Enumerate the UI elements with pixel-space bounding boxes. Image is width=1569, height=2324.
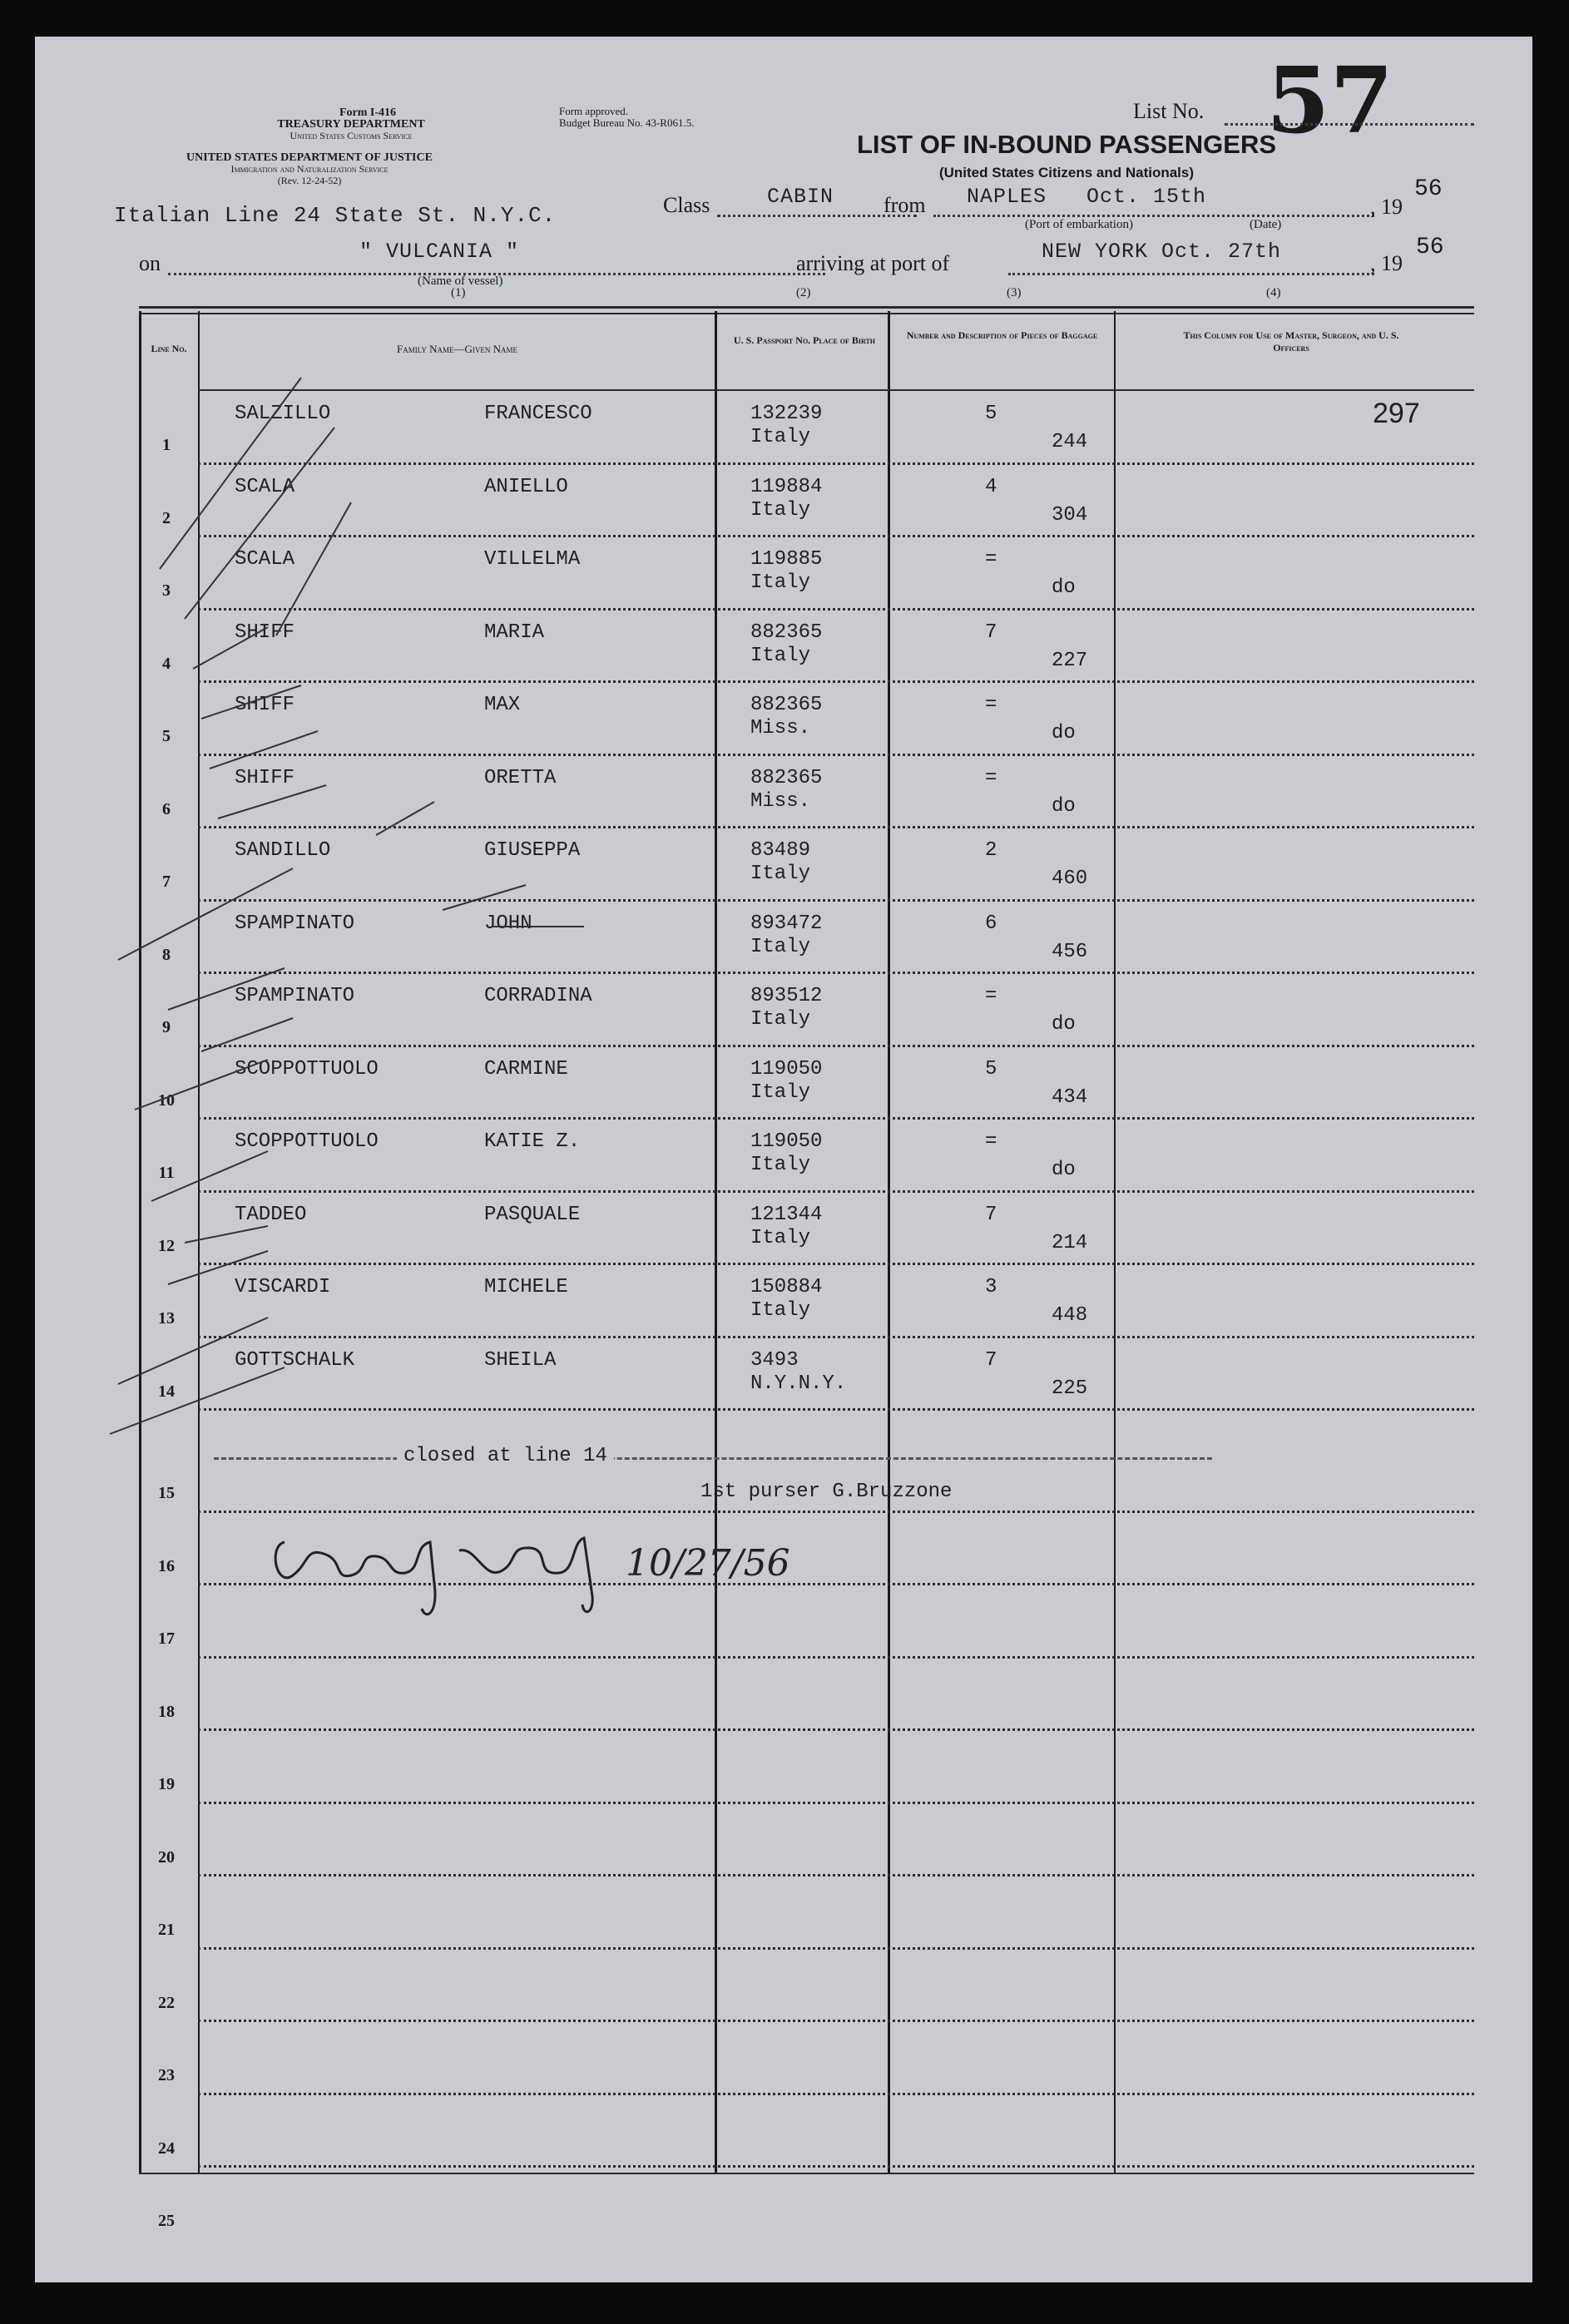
line-number: 12 (158, 1236, 175, 1255)
given-name: MARIA (484, 621, 545, 644)
given-name: SHEILA (484, 1348, 557, 1372)
family-name: SCALA (235, 475, 295, 498)
passport-number: 893472 (750, 912, 823, 935)
form-page (35, 37, 1532, 2282)
family-name: SCOPPOTTUOLO (235, 1130, 379, 1153)
treasury-dept: TREASURY DEPARTMENT (277, 118, 425, 131)
arrival-value: NEW YORK Oct. 27th (1042, 240, 1282, 264)
port-embark-caption: (Port of embarkation) (1025, 218, 1133, 231)
line-number: 3 (162, 581, 171, 600)
col3-number: (3) (1007, 286, 1022, 299)
passport-number: 121344 (750, 1203, 823, 1226)
birthplace: Italy (750, 1080, 811, 1104)
list-no-label: List No. (1133, 99, 1205, 123)
col-divider-passport (888, 311, 890, 2174)
birthplace: Italy (750, 571, 811, 594)
passport-number: 83489 (750, 839, 811, 862)
from-line (933, 215, 1374, 217)
line-number: 18 (158, 1702, 175, 1721)
baggage-number: 225 (1052, 1377, 1088, 1400)
table-bottom-border (139, 2173, 1474, 2174)
line-number: 17 (158, 1629, 175, 1648)
given-name: ORETTA (484, 766, 557, 789)
table-top-border-2 (139, 313, 1474, 314)
line-number: 15 (158, 1484, 175, 1502)
baggage-pieces: 2 (985, 839, 997, 862)
signature (235, 1496, 883, 1621)
baggage-pieces: 3 (985, 1276, 997, 1298)
family-name: GOTTSCHALK (235, 1348, 355, 1372)
line-number: 9 (162, 1018, 171, 1036)
baggage-pieces: 7 (985, 621, 997, 644)
birthplace: Italy (750, 644, 811, 667)
header-passport: U. S. Passport No. Place of Birth (733, 334, 875, 346)
passport-number: 3493 (750, 1348, 799, 1372)
arriving-label: arriving at port of (796, 251, 950, 275)
family-name: SHIFF (235, 766, 295, 789)
baggage-number: 227 (1052, 649, 1088, 672)
family-name: SANDILLO (235, 839, 331, 862)
page-subtitle: (United States Citizens and Nationals) (938, 165, 1195, 180)
baggage-number: 456 (1052, 940, 1088, 963)
baggage-pieces: = (985, 1130, 997, 1153)
family-name: SCOPPOTTUOLO (235, 1057, 379, 1080)
passport-number: 119050 (750, 1130, 823, 1153)
col4-number: (4) (1266, 286, 1281, 299)
passport-number: 119050 (750, 1057, 823, 1080)
passport-number: 119885 (750, 548, 823, 571)
date-caption: (Date) (1250, 218, 1282, 231)
on-label: on (139, 251, 161, 275)
baggage-pieces: 6 (985, 912, 997, 935)
col-divider-name (715, 311, 717, 2174)
vessel-caption: (Name of vessel) (418, 274, 503, 288)
passport-number: 132239 (750, 403, 823, 425)
baggage-pieces: 5 (985, 1057, 997, 1080)
baggage-pieces: = (985, 985, 997, 1007)
line-number: 25 (158, 2212, 175, 2230)
row-rule (198, 1728, 1474, 1731)
given-name: CARMINE (484, 1057, 568, 1080)
baggage-number: 434 (1052, 1085, 1088, 1109)
family-name: VISCARDI (235, 1276, 331, 1298)
class-value: CABIN (767, 185, 834, 209)
col-divider-baggage (1114, 311, 1116, 2174)
line-number: 23 (158, 2066, 175, 2084)
family-name: SPAMPINATO (235, 985, 355, 1007)
row-rule (198, 1947, 1474, 1950)
line-number: 5 (162, 727, 171, 745)
row-rule (198, 1583, 1474, 1585)
birthplace: Italy (750, 426, 811, 448)
tally-marks (101, 319, 700, 1484)
passport-number: 882365 (750, 766, 823, 789)
row-rule (198, 1802, 1474, 1804)
given-name: MAX (484, 694, 521, 716)
officer-note: 297 (1373, 398, 1420, 429)
passport-number: 893512 (750, 985, 823, 1007)
row-rule (198, 1656, 1474, 1659)
line-number: 21 (158, 1921, 175, 1939)
family-name: SHIFF (235, 694, 295, 716)
row-rule (198, 2093, 1474, 2095)
baggage-pieces: 4 (985, 475, 997, 498)
given-name: VILLELMA (484, 548, 581, 571)
from-value: NAPLES Oct. 15th (967, 185, 1207, 209)
baggage-pieces: = (985, 694, 997, 716)
line-number: 24 (158, 2139, 175, 2158)
closed-note: closed at line 14 (397, 1445, 614, 1467)
row-rule (198, 2165, 1474, 2168)
baggage-number: do (1052, 794, 1076, 818)
col2-number: (2) (796, 286, 811, 299)
birthplace: Italy (750, 863, 811, 885)
line-number: 19 (158, 1775, 175, 1793)
list-no-line (1225, 123, 1474, 126)
line-number: 20 (158, 1847, 175, 1867)
baggage-number: do (1052, 1013, 1076, 1036)
baggage-number: 244 (1052, 431, 1088, 453)
line-number: 10 (158, 1090, 175, 1110)
baggage-pieces: 5 (985, 403, 997, 425)
immigration-service: Immigration and Naturalization Service (230, 163, 389, 175)
form-approved: Form approved. (559, 105, 629, 117)
passport-number: 882365 (750, 694, 823, 716)
vessel-value: " VULCANIA " (359, 240, 520, 264)
given-name: KATIE Z. (484, 1130, 581, 1153)
line-number: 8 (162, 945, 171, 964)
customs-service: United States Customs Service (290, 130, 413, 141)
line-number: 2 (162, 508, 171, 527)
baggage-number: do (1052, 576, 1076, 599)
birthplace: Miss. (750, 789, 811, 813)
passport-number: 150884 (750, 1276, 823, 1298)
arrival-line (1008, 273, 1374, 275)
line-number: 4 (162, 654, 171, 673)
line-number: 13 (158, 1309, 175, 1328)
line-number: 22 (158, 1993, 175, 2012)
class-label: Class (663, 193, 710, 217)
justice-dept: UNITED STATES DEPARTMENT OF JUSTICE (186, 151, 433, 164)
row-rule (198, 2020, 1474, 2022)
family-name: SHIFF (235, 621, 295, 644)
birthplace: Italy (750, 1226, 811, 1249)
year-value-1: 56 (1414, 176, 1443, 202)
given-name: PASQUALE (484, 1203, 581, 1226)
line-number: 6 (162, 799, 171, 818)
year-value-2: 56 (1416, 235, 1444, 260)
baggage-pieces: = (985, 766, 997, 789)
row-rule (198, 1874, 1474, 1877)
header-officers: This Column for Use of Master, Surgeon, and U. S. Officers (1183, 329, 1399, 354)
family-name: SCALA (235, 548, 295, 571)
baggage-pieces: 7 (985, 1348, 997, 1372)
purser-note: 1st purser G.Bruzzone (700, 1481, 953, 1503)
family-name: SPAMPINATO (235, 912, 355, 935)
given-name: CORRADINA (484, 985, 592, 1007)
passport-number: 882365 (750, 621, 823, 644)
baggage-number: 448 (1052, 1304, 1088, 1327)
line-number: 1 (162, 436, 171, 454)
signature-date: 10/27/56 (626, 1542, 790, 1585)
given-name: ANIELLO (484, 475, 568, 498)
header-baggage: Number and Description of Pieces of Baggage (906, 329, 1098, 341)
header-line-no: Line No. (151, 343, 187, 354)
given-name: GIUSEPPA (484, 839, 581, 862)
birthplace: Italy (750, 1008, 811, 1031)
birthplace: Italy (750, 1299, 811, 1322)
given-name: FRANCESCO (484, 403, 592, 425)
baggage-pieces: = (985, 548, 997, 571)
given-name: JOHN (484, 912, 532, 935)
line-number: 16 (158, 1556, 175, 1575)
budget-bureau: Budget Bureau No. 43-R061.5. (559, 116, 695, 129)
birthplace: Miss. (750, 717, 811, 739)
birthplace: Italy (750, 935, 811, 958)
baggage-number: do (1052, 1159, 1076, 1181)
line-number: 7 (162, 873, 171, 891)
revision: (Rev. 12-24-52) (277, 175, 342, 186)
year-prefix-1: , 19 (1370, 195, 1403, 219)
col1-number: (1) (451, 286, 466, 299)
baggage-number: 460 (1052, 868, 1088, 890)
form-number: Form I-416 (339, 106, 397, 119)
baggage-number: 214 (1052, 1231, 1088, 1254)
from-label: from (883, 193, 926, 217)
baggage-pieces: 7 (985, 1203, 997, 1226)
line-number: 11 (158, 1164, 175, 1182)
baggage-number: do (1052, 722, 1076, 744)
row-rule (198, 1511, 1474, 1513)
year-prefix-2: , 19 (1370, 251, 1403, 275)
birthplace: Italy (750, 498, 811, 522)
page-title: LIST OF IN-BOUND PASSENGERS (856, 130, 1277, 159)
list-no-value: 57 (1266, 47, 1394, 154)
family-name: SALZILLO (235, 403, 331, 425)
birthplace: N.Y.N.Y. (750, 1372, 847, 1395)
baggage-number: 304 (1052, 503, 1088, 527)
table-top-border (139, 306, 1474, 309)
header-name: Family Name—Given Name (397, 343, 517, 355)
line-number: 14 (158, 1382, 175, 1401)
given-name: MICHELE (484, 1276, 568, 1298)
family-name: TADDEO (235, 1203, 307, 1226)
passport-number: 119884 (750, 475, 823, 498)
birthplace: Italy (750, 1154, 811, 1176)
company-line: Italian Line 24 State St. N.Y.C. (114, 203, 557, 228)
